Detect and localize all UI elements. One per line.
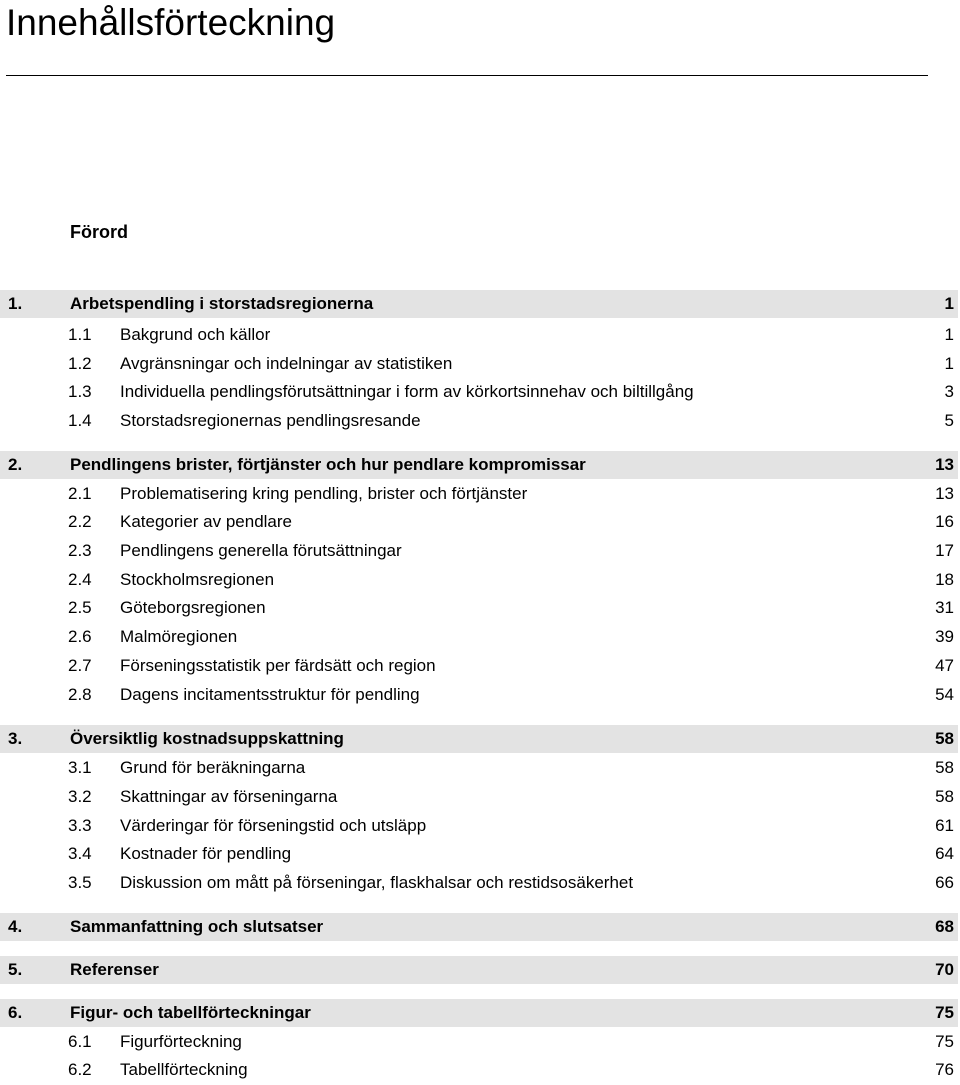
toc-section-row[interactable] — [0, 784, 958, 810]
toc-section-row[interactable] — [0, 1057, 958, 1083]
toc-section-row[interactable] — [0, 351, 958, 377]
toc-entry-page-number: 39 — [935, 627, 954, 646]
toc-section-row[interactable] — [0, 408, 958, 434]
toc-section-row[interactable] — [0, 538, 958, 564]
toc-entry-title: Avgränsningar och indelningar av statistiken — [120, 354, 453, 373]
toc-entry-number: 3.3 — [68, 816, 92, 835]
toc-entry-number: 1.1 — [68, 325, 92, 344]
toc-entry-page-number: 58 — [935, 758, 954, 777]
toc-chapter-row[interactable] — [0, 913, 958, 941]
toc-entry-number: 2.8 — [68, 685, 92, 704]
toc-entry-title: Individuella pendlingsförutsättningar i form av körkortsinnehav och biltillgång — [120, 382, 694, 401]
toc-entry-title: Grund för beräkningarna — [120, 758, 306, 777]
toc-chapter-row[interactable] — [0, 725, 958, 753]
toc-section-row[interactable] — [0, 813, 958, 839]
toc-entry-number: 2.7 — [68, 656, 92, 675]
toc-entry-page-number: 1 — [944, 325, 954, 344]
toc-entry-number: 1.3 — [68, 382, 92, 401]
toc-entry-page-number: 61 — [935, 816, 954, 835]
page-title: Innehållsförteckning — [6, 2, 336, 43]
toc-chapter-row[interactable] — [0, 290, 958, 318]
toc-entry-page-number: 75 — [935, 1003, 954, 1022]
toc-entry-number: 2.6 — [68, 627, 92, 646]
toc-section-row[interactable] — [0, 481, 958, 507]
toc-entry-page-number: 16 — [935, 512, 954, 531]
toc-entry-page-number: 18 — [935, 570, 954, 589]
toc-entry-number: 3.4 — [68, 844, 92, 863]
toc-entry-page-number: 68 — [935, 917, 954, 936]
toc-entry-page-number: 3 — [944, 382, 954, 401]
toc-entry-title: Stockholmsregionen — [120, 570, 275, 589]
toc-entry-title: Översiktlig kostnadsuppskattning — [70, 729, 344, 748]
toc-entry-page-number: 66 — [935, 873, 954, 892]
toc-entry-page-number: 17 — [935, 541, 954, 560]
toc-section-row[interactable] — [0, 653, 958, 679]
toc-entry-number: 2.2 — [68, 512, 92, 531]
toc-entry-page-number: 64 — [935, 844, 954, 863]
toc-entry-title: Pendlingens brister, förtjänster och hur pendlare kompromissar — [70, 455, 586, 474]
toc-entry-number: 3. — [8, 729, 23, 748]
toc-entry-title: Bakgrund och källor — [120, 325, 271, 344]
toc-section-row[interactable] — [0, 870, 958, 896]
toc-entry-page-number: 1 — [944, 354, 954, 373]
toc-entry-page-number: 31 — [935, 598, 954, 617]
toc-entry-number: 2.5 — [68, 598, 92, 617]
toc-entry-number: 6. — [8, 1003, 23, 1022]
toc-entry-number: 2. — [8, 455, 23, 474]
toc-entry-number: 3.5 — [68, 873, 92, 892]
toc-section-row[interactable] — [0, 755, 958, 781]
toc-entry-title: Skattningar av förseningarna — [120, 787, 338, 806]
toc-section-row[interactable] — [0, 595, 958, 621]
toc-entry-page-number: 76 — [935, 1060, 954, 1079]
toc-section-row[interactable] — [0, 567, 958, 593]
foreword-heading: Förord — [70, 222, 128, 242]
toc-section-row[interactable] — [0, 379, 958, 405]
toc-entry-page-number: 13 — [935, 455, 954, 474]
toc-chapter-row[interactable] — [0, 956, 958, 984]
toc-section-row[interactable] — [0, 509, 958, 535]
toc-entry-number: 2.3 — [68, 541, 92, 560]
toc-entry-page-number: 5 — [944, 411, 954, 430]
toc-entry-title: Diskussion om mått på förseningar, flaskhalsar och restidsosäkerhet — [120, 873, 634, 892]
toc-entry-page-number: 54 — [935, 685, 954, 704]
toc-entry-page-number: 58 — [935, 787, 954, 806]
toc-entry-page-number: 75 — [935, 1032, 954, 1051]
toc-entry-number: 1.2 — [68, 354, 92, 373]
toc-entry-page-number: 13 — [935, 484, 954, 503]
toc-entry-title: Problematisering kring pendling, brister och förtjänster — [120, 484, 528, 503]
toc-entry-number: 2.1 — [68, 484, 92, 503]
toc-entry-page-number: 47 — [935, 656, 954, 675]
toc-entry-title: Figurförteckning — [120, 1032, 242, 1051]
toc-chapter-row[interactable] — [0, 451, 958, 479]
toc-entry-number: 6.2 — [68, 1060, 92, 1079]
toc-entry-page-number: 1 — [944, 294, 954, 313]
toc-entry-title: Kategorier av pendlare — [120, 512, 293, 531]
toc-entry-title: Referenser — [70, 960, 159, 979]
toc-entry-title: Värderingar för förseningstid och utsläpp — [120, 816, 427, 835]
toc-section-row[interactable] — [0, 322, 958, 348]
toc-entry-title: Storstadsregionernas pendlingsresande — [120, 411, 421, 430]
toc-entry-title: Tabellförteckning — [120, 1060, 248, 1079]
toc-entry-title: Pendlingens generella förutsättningar — [120, 541, 402, 560]
toc-section-row[interactable] — [0, 682, 958, 708]
toc-entry-number: 6.1 — [68, 1032, 92, 1051]
toc-entry-page-number: 70 — [935, 960, 954, 979]
toc-entry-number: 5. — [8, 960, 23, 979]
toc-entry-title: Arbetspendling i storstadsregionerna — [70, 294, 374, 313]
toc-entry-title: Förseningsstatistik per färdsätt och region — [120, 656, 436, 675]
toc-chapter-row[interactable] — [0, 999, 958, 1027]
toc-entry-page-number: 58 — [935, 729, 954, 748]
toc-entry-number: 4. — [8, 917, 23, 936]
toc-entry-number: 3.2 — [68, 787, 92, 806]
toc-section-row[interactable] — [0, 624, 958, 650]
toc-entry-title: Figur- och tabellförteckningar — [70, 1003, 311, 1022]
toc-entry-number: 2.4 — [68, 570, 92, 589]
toc-entry-title: Dagens incitamentsstruktur för pendling — [120, 685, 420, 704]
toc-section-row[interactable] — [0, 1029, 958, 1055]
toc-entry-title: Göteborgsregionen — [120, 598, 266, 617]
toc-entry-number: 1. — [8, 294, 23, 313]
toc-entry-number: 3.1 — [68, 758, 92, 777]
toc-entry-title: Malmöregionen — [120, 627, 238, 646]
toc-section-row[interactable] — [0, 841, 958, 867]
toc-entry-title: Sammanfattning och slutsatser — [70, 917, 324, 936]
toc-entry-title: Kostnader för pendling — [120, 844, 292, 863]
toc-entry-number: 1.4 — [68, 411, 92, 430]
